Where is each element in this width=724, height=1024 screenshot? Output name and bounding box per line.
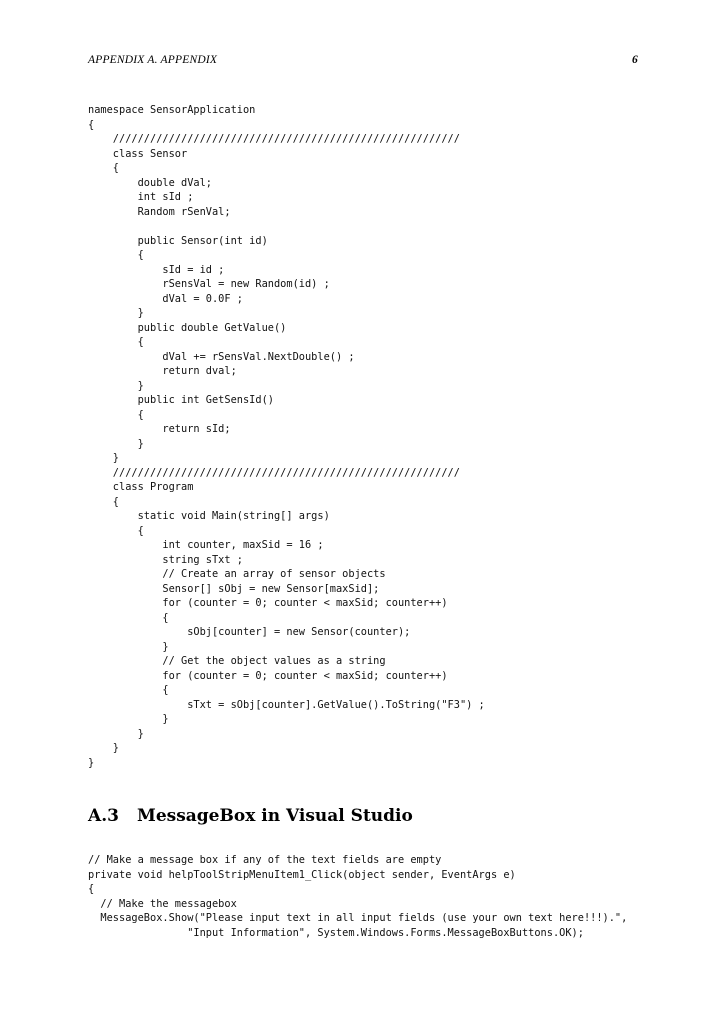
code-line: sObj[counter] = new Sensor(counter); [88,626,411,638]
running-title: APPENDIX A. APPENDIX [88,54,218,66]
code-line: } [88,452,119,464]
code-listing-messagebox [88,853,627,940]
code-line: } [88,727,144,740]
code-line: public double GetValue() [88,321,287,334]
code-line: // Make a message box if any of the text fields are empty [88,854,442,866]
code-line: for (counter = 0; counter < maxSid; counter++) [88,669,448,682]
code-line: dVal += rSensVal.NextDouble() ; [88,350,355,363]
code-line: // Make the messagebox [88,897,237,910]
code-line: } [88,307,144,319]
code-line: public Sensor(int id) [88,234,268,247]
code-line: //////////////////////////////////////////////////////// [88,133,460,145]
code-line: } [88,437,144,450]
code-line: { [88,611,169,624]
code-line: for (counter = 0; counter < maxSid; counter++) [88,597,448,609]
code-line: } [88,640,169,653]
section-heading [88,806,413,826]
code-line: namespace SensorApplication [88,104,256,116]
code-line: sTxt = sObj[counter].GetValue().ToString("F3") ; [88,698,485,711]
code-line: } [88,742,119,754]
code-line: MessageBox.Show("Please input text in all input fields (use your own text here!!!).", [88,912,628,924]
code-line: return sId; [88,423,231,435]
code-line: public int GetSensId() [88,394,274,406]
code-line: Random rSenVal; [88,205,231,218]
page-header [88,54,638,70]
code-line: } [88,713,169,725]
code-line: { [88,336,144,348]
code-line: Sensor[] sObj = new Sensor[maxSid]; [88,582,380,595]
code-line [88,219,485,234]
code-line: } [88,379,144,392]
code-line: class Sensor [88,147,188,160]
code-line: "Input Information", System.Windows.Forms.MessageBoxButtons.OK); [88,926,584,939]
code-line: dVal = 0.0F ; [88,292,243,305]
code-line: return dval; [88,365,237,377]
section-number: A.3 [88,806,119,826]
code-line: double dVal; [88,176,212,189]
code-line: class Program [88,481,194,493]
code-line: { [88,883,95,895]
code-line: } [88,756,95,769]
code-line: // Create an array of sensor objects [88,568,386,580]
code-line: { [88,118,95,131]
code-line: string sTxt ; [88,553,243,566]
code-line: //////////////////////////////////////////////////////// [88,466,460,479]
code-line: int sId ; [88,191,194,203]
code-line: { [88,524,144,537]
code-line: { [88,162,119,174]
section-title: MessageBox in Visual Studio [137,806,413,826]
code-line: private void helpToolStripMenuItem1_Click(object sender, EventArgs e) [88,868,516,881]
code-line: { [88,684,169,696]
code-line: { [88,249,144,261]
code-listing-sensor-application [88,103,485,770]
code-line: // Get the object values as a string [88,655,386,667]
code-line: { [88,495,119,508]
page-number: 6 [632,54,638,66]
code-line: rSensVal = new Random(id) ; [88,278,330,290]
code-line: sId = id ; [88,263,225,276]
code-line: { [88,408,144,421]
code-line: int counter, maxSid = 16 ; [88,539,324,551]
code-line: static void Main(string[] args) [88,510,330,522]
